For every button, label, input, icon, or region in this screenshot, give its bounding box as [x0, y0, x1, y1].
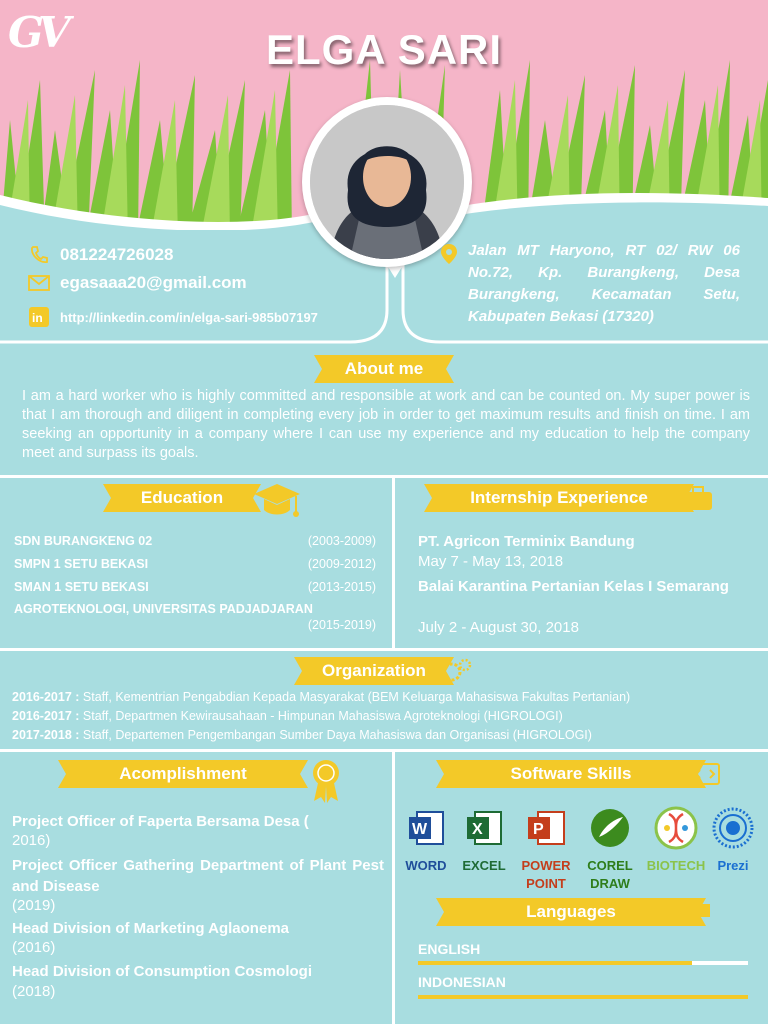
education-row — [14, 602, 376, 632]
org-period: 2017-2018 : — [12, 728, 80, 742]
avatar — [302, 97, 472, 267]
software-label: WORD — [405, 858, 447, 873]
software-word — [400, 805, 452, 875]
internship-company: PT. Agricon Terminix Bandung — [418, 533, 635, 550]
gears-icon — [440, 656, 474, 691]
organization-ribbon — [294, 657, 454, 685]
divider-vertical-skills — [392, 749, 395, 1024]
excel-icon — [465, 805, 503, 851]
organization-title: Organization — [322, 661, 426, 680]
accomplishment-title: Project Officer Gathering Department of Plant Pest and Disease — [12, 857, 384, 895]
word-icon — [407, 805, 445, 851]
software-coreldraw — [582, 805, 638, 893]
software-biotech — [644, 805, 708, 875]
language-bar — [418, 961, 748, 965]
software-excel — [458, 805, 510, 875]
powerpoint-icon — [526, 805, 566, 851]
education-row — [14, 557, 376, 571]
language-name: INDONESIAN — [418, 974, 506, 990]
divider-education — [0, 648, 768, 651]
software-label: Prezi — [717, 858, 749, 873]
internship-dates: July 2 - August 30, 2018 — [418, 619, 579, 636]
internship-company: Balai Karantina Pertanian Kelas I Semarang — [418, 578, 729, 595]
internship-ribbon — [424, 484, 694, 512]
divider-organization — [0, 749, 768, 752]
organization-item — [12, 709, 563, 723]
school-name: SMAN 1 SETU BEKASI — [14, 580, 149, 594]
school-years: (2015-2019) — [307, 618, 376, 632]
internship-dates: May 7 - May 13, 2018 — [418, 553, 564, 570]
about-title: About me — [344, 359, 424, 378]
software-label: EXCEL — [462, 858, 506, 873]
org-period: 2016-2017 : — [12, 709, 80, 723]
email-address: egasaaa20@gmail.com — [60, 273, 247, 292]
school-years: (2003-2009) — [307, 534, 376, 548]
software-ribbon — [436, 760, 706, 788]
software-prezi — [710, 805, 756, 875]
school-name: SMPN 1 SETU BEKASI — [14, 557, 149, 571]
divider-about — [0, 475, 768, 478]
org-period: 2016-2017 : — [12, 690, 80, 704]
education-row — [14, 534, 376, 548]
page-title: ELGA SARI — [265, 26, 503, 73]
languages-title: Languages — [526, 902, 616, 921]
internship-title: Internship Experience — [470, 488, 648, 507]
coreldraw-icon — [589, 805, 631, 851]
svg-text:in: in — [32, 311, 43, 325]
languages-ribbon — [436, 898, 706, 926]
phone-icon — [28, 244, 50, 266]
school-name: SDN BURANGKENG 02 — [14, 534, 153, 548]
language-bar-fill — [418, 961, 692, 965]
software-powerpoint — [514, 805, 578, 893]
education-ribbon — [103, 484, 261, 512]
mail-icon — [28, 272, 50, 294]
location-pin-icon — [440, 243, 458, 270]
school-years: (2009-2012) — [307, 557, 376, 571]
linkedin-contact[interactable] — [28, 306, 318, 328]
education-row — [14, 580, 376, 594]
about-ribbon — [314, 355, 454, 383]
briefcase-icon — [680, 484, 716, 517]
accomplishment-title: Project Officer of Faperta Bersama Desa ( — [12, 813, 309, 830]
profile-photo — [310, 105, 464, 259]
school-years: (2013-2015) — [307, 580, 376, 594]
svg-text:X: X — [472, 821, 483, 838]
divider-vertical-edu — [392, 475, 395, 648]
language-bar — [418, 995, 748, 999]
accomplishment-title: Acomplishment — [119, 764, 247, 783]
software-label: POWER POINT — [521, 858, 571, 891]
svg-text:W: W — [412, 821, 428, 838]
linkedin-url: http://linkedin.com/in/elga-sari-985b07197 — [60, 309, 318, 325]
svg-text:P: P — [533, 821, 544, 838]
accomplishment-ribbon — [58, 760, 308, 788]
award-medal-icon — [308, 757, 344, 810]
biotech-icon — [654, 805, 698, 851]
prezi-icon — [712, 805, 754, 851]
about-text: I am a hard worker who is highly committed and responsible at work and can be counted on. My super power is that I am thorough and diligent in completing every job in order to get maximum results and finish on time. I am seeking an opportunity in a company where I can use my experience and my education to help the company meet and surpass its goals. — [22, 388, 750, 461]
language-name: ENGLISH — [418, 941, 481, 957]
org-role: Staff, Departmen Kewirausahaan - Himpunan Mahasiswa Agroteknologi (HIGROLOGI) — [79, 709, 563, 723]
org-role: Staff, Kementrian Pengabdian Kepada Masyarakat (BEM Keluarga Mahasiswa Fakultas Pertanian) — [79, 690, 631, 704]
linkedin-icon — [28, 306, 50, 328]
organization-item — [12, 690, 630, 704]
accomplishment-year: (2016) — [12, 939, 56, 956]
code-icon — [690, 763, 720, 790]
address-text: Jalan MT Haryono, RT 02/ RW 06 No.72, Kp. Burangkeng, Desa Burangkeng, Kecamatan Setu, Kabupaten Bekasi (17320) — [468, 242, 740, 325]
organization-item — [12, 728, 592, 742]
logo: GV — [8, 8, 65, 57]
accomplishment-year: 2016) — [12, 832, 51, 849]
phone-contact[interactable] — [28, 244, 173, 266]
accomplishment-year: (2019) — [12, 897, 56, 914]
software-label: COREL DRAW — [587, 858, 633, 891]
accomplishment-title: Head Division of Consumption Cosmologi — [12, 963, 312, 980]
email-contact[interactable] — [28, 272, 247, 294]
org-role: Staff, Departemen Pengembangan Sumber Daya Mahasiswa dan Organisasi (HIGROLOGI) — [79, 728, 592, 742]
education-title: Education — [140, 488, 224, 507]
phone-number: 081224726028 — [60, 245, 174, 264]
accomplishment-title: Head Division of Marketing Aglaonema — [12, 920, 289, 937]
software-title: Software Skills — [510, 764, 632, 783]
accomplishment-year: (2018) — [12, 983, 56, 1000]
language-bar-fill — [418, 995, 748, 999]
school-name: AGROTEKNOLOGI, UNIVERSITAS PADJADJARAN — [14, 602, 313, 616]
software-label: BIOTECH — [646, 858, 706, 873]
speech-icon — [688, 902, 712, 929]
graduation-cap-icon — [252, 480, 302, 529]
